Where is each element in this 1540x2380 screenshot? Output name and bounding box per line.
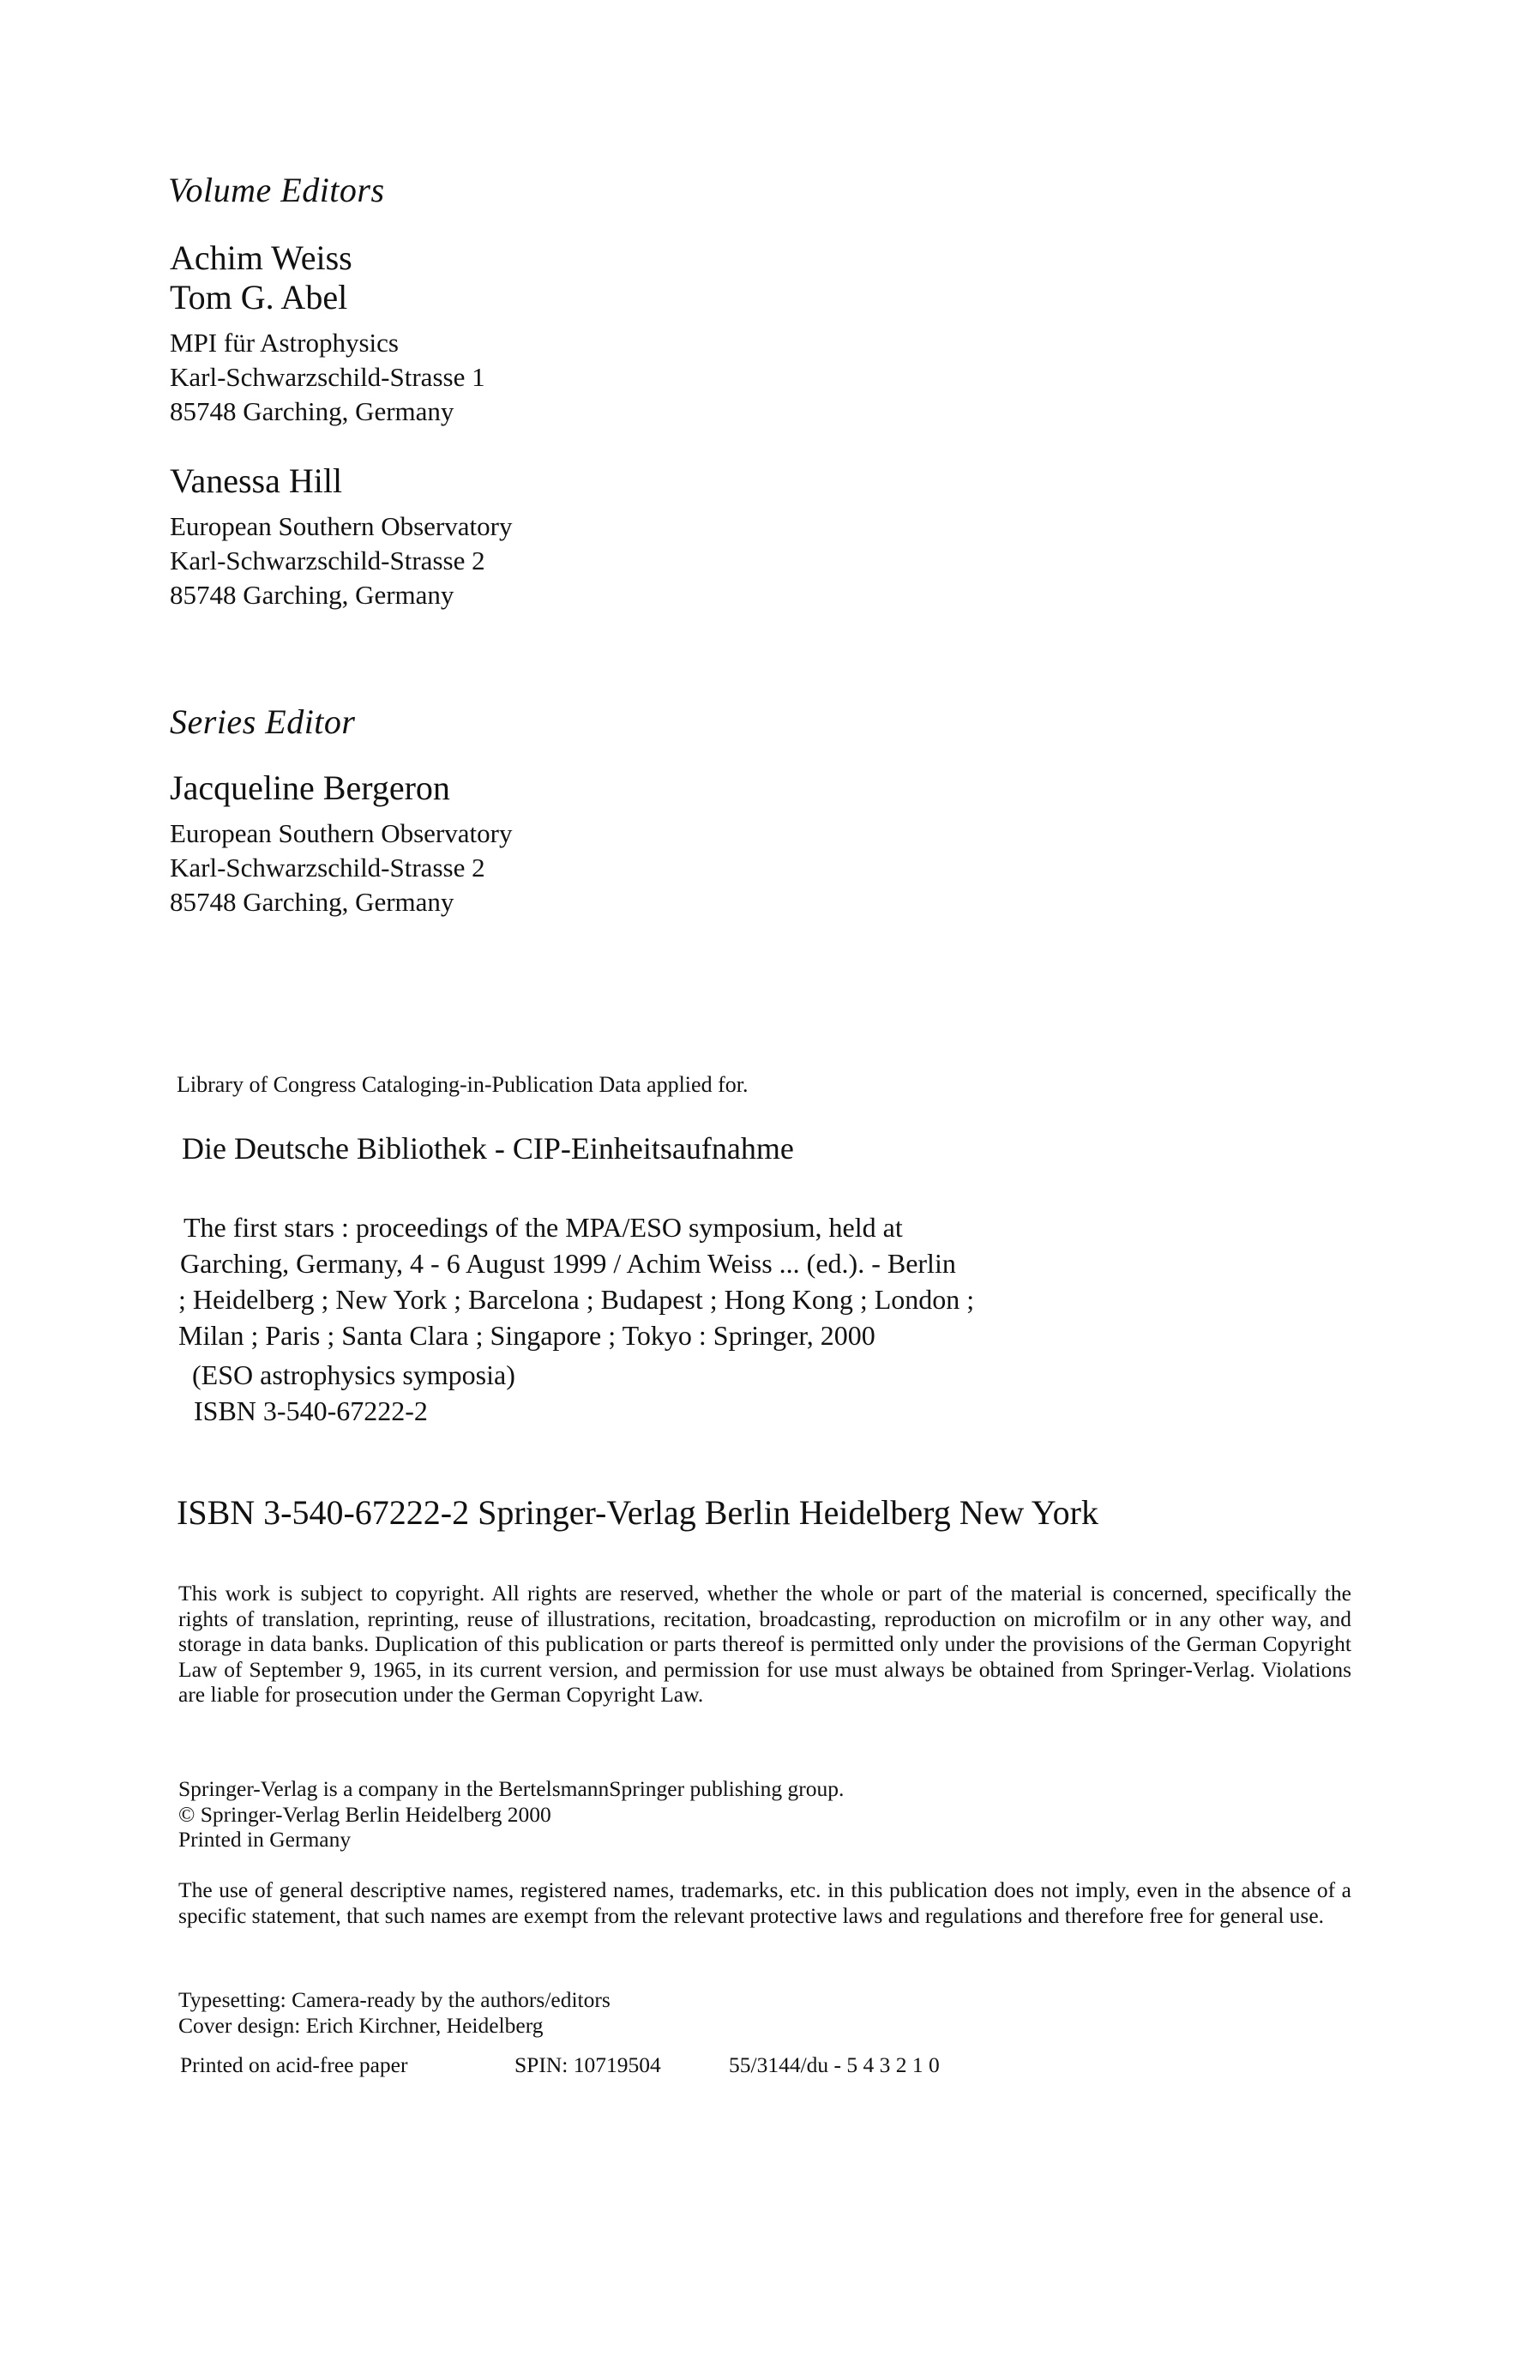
publisher-line: Springer-Verlag is a company in the BertelsmannSpringer publishing group. (178, 1776, 845, 1801)
cip-line-1: The first stars : proceedings of the MPA/ESO symposium, held at (183, 1212, 903, 1243)
isbn-publisher-line: ISBN 3-540-67222-2 Springer-Verlag Berlin Heidelberg New York (177, 1493, 1098, 1532)
volume-editors-heading: Volume Editors (168, 171, 385, 209)
address-line: Karl-Schwarzschild-Strasse 1 (170, 362, 485, 392)
editor-address-1 (170, 326, 485, 429)
printed-in-line: Printed in Germany (178, 1827, 352, 1852)
copyright-line: © Springer-Verlag Berlin Heidelberg 2000 (178, 1801, 551, 1827)
address-line: Karl-Schwarzschild-Strasse 2 (170, 853, 485, 883)
typesetting-line: Typesetting: Camera-ready by the authors/editors (178, 1987, 611, 2012)
editor-name-1: Achim Weiss (170, 238, 352, 277)
cip-line-6: ISBN 3-540-67222-2 (194, 1395, 428, 1426)
address-line: 85748 Garching, Germany (170, 396, 454, 426)
address-line: 85748 Garching, Germany (170, 887, 454, 917)
spin-number: SPIN: 10719504 (514, 2052, 661, 2077)
series-editor-name: Jacqueline Bergeron (170, 768, 450, 807)
editor-address-2 (170, 509, 512, 612)
address-line: MPI für Astrophysics (170, 328, 399, 358)
publisher-info (178, 1776, 844, 1853)
address-line: European Southern Observatory (170, 511, 513, 541)
address-line: Karl-Schwarzschild-Strasse 2 (170, 545, 485, 575)
editor-name-2: Tom G. Abel (170, 278, 348, 316)
cip-line-2: Garching, Germany, 4 - 6 August 1999 / Achim Weiss ... (ed.). - Berlin (180, 1248, 956, 1279)
cip-line-4: Milan ; Paris ; Santa Clara ; Singapore ; Tokyo : Springer, 2000 (178, 1320, 875, 1351)
print-code: 55/3144/du - 5 4 3 2 1 0 (729, 2052, 940, 2077)
series-editor-heading: Series Editor (170, 702, 356, 741)
series-editor-address (170, 816, 512, 919)
cip-line-3: ; Heidelberg ; New York ; Barcelona ; Budapest ; Hong Kong ; London ; (178, 1284, 975, 1315)
cip-line-5: (ESO astrophysics symposia) (192, 1359, 515, 1390)
address-line: European Southern Observatory (170, 818, 513, 848)
copyright-paragraph: This work is subject to copyright. All rights are reserved, whether the whole or part of the material is concerned, specifically the rights of translation, reprinting, reuse of illustrations, recitation, broadcasting, reproduction on microfilm or in any other way, and storage in data banks. Duplication of this publication or parts thereof is permitted only under the provisions of the German Copyright Law of September 9, 1965, in its current version, and permission for use must always be obtained from Springer-Verlag. Violations are liable for prosecution under the German Copyright Law. (178, 1581, 1351, 1707)
editor-name-3: Vanessa Hill (170, 461, 343, 500)
names-paragraph: The use of general descriptive names, registered names, trademarks, etc. in this publication does not imply, even in the absence of a specific statement, that such names are exempt from the relevant protective laws and regulations and therefore free for general use. (178, 1877, 1351, 1928)
loc-cip-note: Library of Congress Cataloging-in-Publication Data applied for. (177, 1072, 749, 1097)
address-line: 85748 Garching, Germany (170, 580, 454, 610)
acid-free-paper: Printed on acid-free paper (180, 2052, 408, 2077)
cover-design-line: Cover design: Erich Kirchner, Heidelberg (178, 2013, 544, 2038)
cip-title: Die Deutsche Bibliothek - CIP-Einheitsaufnahme (182, 1131, 794, 1166)
